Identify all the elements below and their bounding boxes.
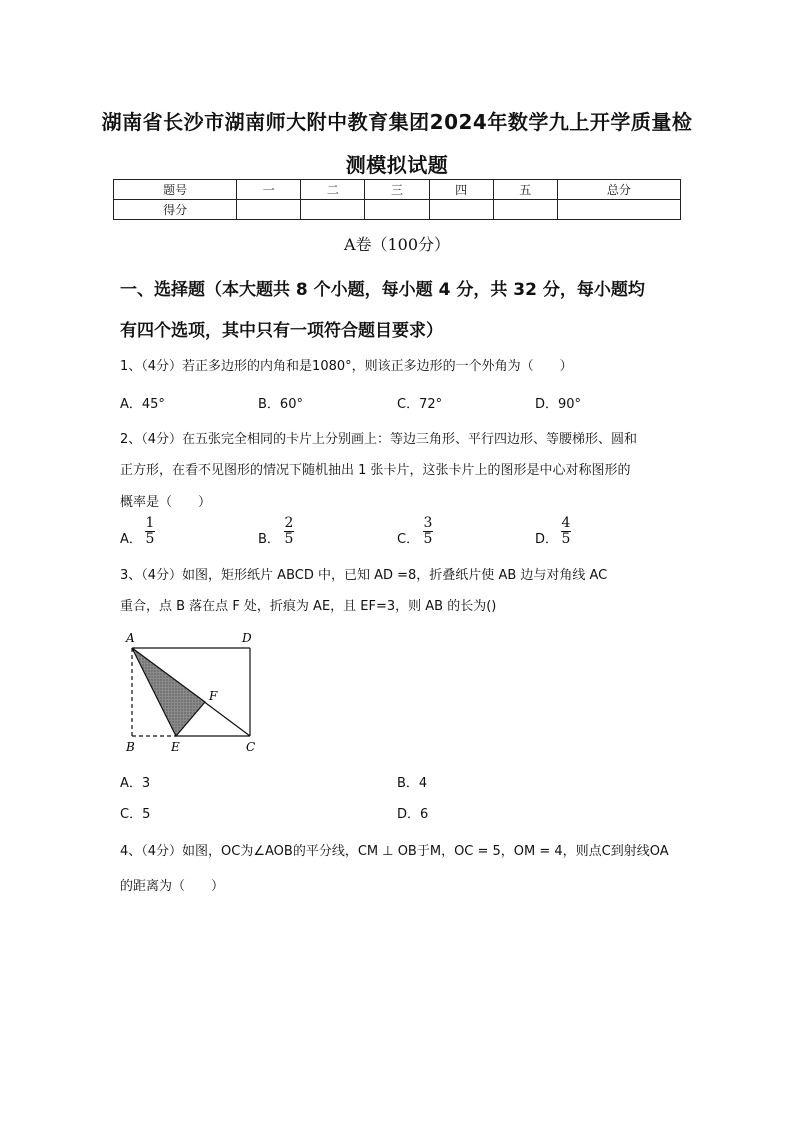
fraction-denominator: 5: [423, 531, 433, 547]
document-title-line-2: 测模拟试题: [345, 153, 449, 177]
score-table-cell: 五: [493, 180, 557, 200]
score-table-cell: 四: [429, 180, 493, 200]
score-table-cell: 总分: [557, 180, 680, 200]
part-1-heading-line-2: 有四个选项，其中只有一项符合题目要求）: [120, 321, 443, 341]
fraction-numerator: 1: [145, 515, 155, 531]
question-3-option-d: D．6: [397, 807, 429, 822]
question-2-stem-line-3: 概率是（ ）: [120, 495, 212, 510]
score-table: [113, 179, 681, 220]
score-table-score-row: [114, 200, 681, 220]
question-2-stem-line-1: 2、（4分）在五张完全相同的卡片上分别画上：等边三角形、平行四边形、等腰梯形、圆和: [120, 432, 638, 447]
fraction-denominator: 5: [284, 531, 294, 547]
score-table-cell: 三: [365, 180, 429, 200]
question-3-option-c: C．5: [120, 807, 151, 822]
question-2-option-d-letter: D．: [535, 532, 559, 547]
score-table-cell: [557, 200, 680, 220]
score-table-cell: [429, 200, 493, 220]
part-1-heading-line-1: 一、选择题（本大题共 8 个小题，每小题 4 分，共 32 分，每小题均: [120, 280, 645, 300]
question-2-stem-line-2: 正方形，在看不见图形的情况下随机抽出 1 张卡片，这张卡片上的图形是中心对称图形的: [120, 463, 631, 478]
score-table-header-row: [114, 180, 681, 200]
question-3-stem-line-2: 重合，点 B 落在点 F 处，折痕为 AE，且 EF=3，则 AB 的长为(): [120, 599, 497, 614]
folded-rectangle-figure: [118, 628, 268, 756]
question-3-option-b: B．4: [397, 776, 428, 791]
score-table-cell: 二: [301, 180, 365, 200]
question-4-stem-line-1: 4、（4分）如图，OC为∠AOB的平分线，CM ⊥ OB于M，OC = 5，OM = 4，则点C到射线OA: [120, 844, 669, 859]
question-2-option-b-fraction: [284, 516, 294, 547]
question-4-stem-line-2: 的距离为（ ）: [120, 879, 225, 894]
question-3-option-a: A．3: [120, 776, 151, 791]
point-label-a: A: [126, 631, 135, 645]
question-3-stem-line-1: 3、（4分）如图，矩形纸片 ABCD 中，已知 AD =8，折叠纸片使 AB 边与对角线 AC: [120, 568, 608, 583]
shaded-triangle-aef: [132, 648, 205, 736]
score-table-cell: [493, 200, 557, 220]
fraction-numerator: 2: [284, 515, 294, 531]
fraction-numerator: 3: [423, 515, 433, 531]
question-2-option-c-fraction: [423, 516, 433, 547]
question-1-option-c: C．72°: [397, 397, 443, 412]
section-a-heading: A卷（100分）: [343, 235, 451, 254]
score-table-cell: [301, 200, 365, 220]
document-title-line-1: 湖南省长沙市湖南师大附中教育集团2024年数学九上开学质量检: [101, 110, 693, 134]
point-label-d: D: [242, 631, 252, 645]
point-label-f: F: [209, 689, 218, 703]
question-1-option-a: A．45°: [120, 397, 165, 412]
point-label-b: B: [126, 740, 135, 754]
question-1-option-b: B．60°: [258, 397, 303, 412]
score-table-cell: 得分: [114, 200, 237, 220]
question-2-option-c-letter: C．: [397, 532, 420, 547]
question-2-option-d-fraction: [561, 516, 571, 547]
question-2-option-a-fraction: [145, 516, 155, 547]
score-table-cell: [237, 200, 301, 220]
score-table-cell: 题号: [114, 180, 237, 200]
score-table-cell: [365, 200, 429, 220]
point-label-c: C: [246, 740, 256, 754]
fraction-denominator: 5: [561, 531, 571, 547]
point-label-e: E: [171, 740, 180, 754]
question-1-option-d: D．90°: [535, 397, 582, 412]
fraction-numerator: 4: [561, 515, 571, 531]
question-2-option-a-letter: A．: [120, 532, 142, 547]
question-1-stem: 1、（4分）若正多边形的内角和是1080°，则该正多边形的一个外角为（ ）: [120, 359, 573, 374]
score-table-cell: 一: [237, 180, 301, 200]
fraction-denominator: 5: [145, 531, 155, 547]
question-2-option-b-letter: B．: [258, 532, 280, 547]
